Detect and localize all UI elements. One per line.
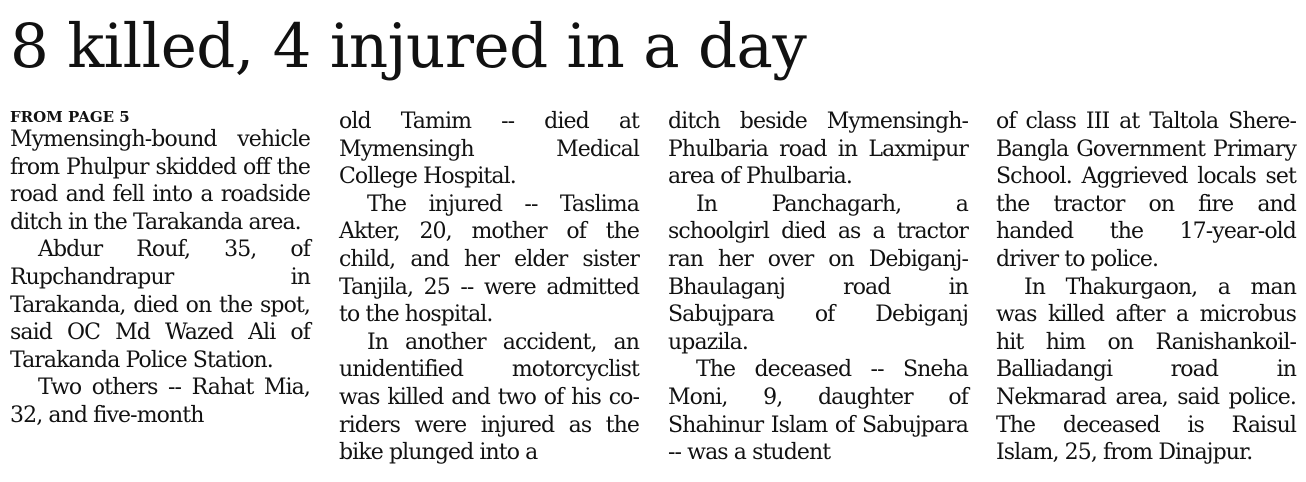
article-column-2 [339, 108, 639, 467]
paragraph: The injured -- Taslima Akter, 20, mother of the child, and her elder sister Tanjila, 25 -- were admitted to the hospital. [339, 191, 639, 328]
paragraph: ditch beside Mymensingh-Phulbaria road in Laxmipur area of Phulbaria. [668, 109, 968, 190]
article-column-3 [668, 108, 968, 467]
paragraph: old Tamim -- died at Mymensingh Medical College Hospital. [339, 109, 639, 190]
headline: 8 killed, 4 injured in a day [10, 11, 807, 82]
article-column-4 [996, 108, 1296, 467]
paragraph: In Panchagarh, a schoolgirl died as a tractor ran her over on Debiganj-Bhaulaganj road in Sabujpara of Debiganj upazila. [668, 191, 968, 355]
paragraph: In another accident, an unidentified motorcyclist was killed and two of his co-riders were injured as the bike plunged into a [339, 329, 639, 466]
paragraph: Abdur Rouf, 35, of Rupchandrapur in Tarakanda, died on the spot, said OC Md Wazed Ali of Tarakanda Police Station. [10, 237, 310, 373]
paragraph: The deceased -- Sneha Moni, 9, daughter of Shahinur Islam of Sabujpara -- was a student [668, 357, 968, 466]
continued-from-label: FROM PAGE 5 [10, 108, 130, 126]
paragraph: In Thakurgaon, a man was killed after a microbus hit him on Ranishankoil-Balliadangi road in Nekmarad area, said police. The deceased is Raisul Islam, 25, from Dinajpur. [996, 274, 1296, 466]
paragraph: Two others -- Rahat Mia, 32, and five-month [10, 375, 310, 428]
article-column-1 [10, 108, 310, 430]
paragraph: of class III at Taltola Shere-Bangla Government Primary School. Aggrieved locals set the tractor on fire and handed the 17-year-old driver to police. [996, 109, 1296, 272]
paragraph: Mymensingh-bound vehicle from Phulpur skidded off the road and fell into a roadside ditch in the Tarakanda area. [10, 127, 310, 235]
